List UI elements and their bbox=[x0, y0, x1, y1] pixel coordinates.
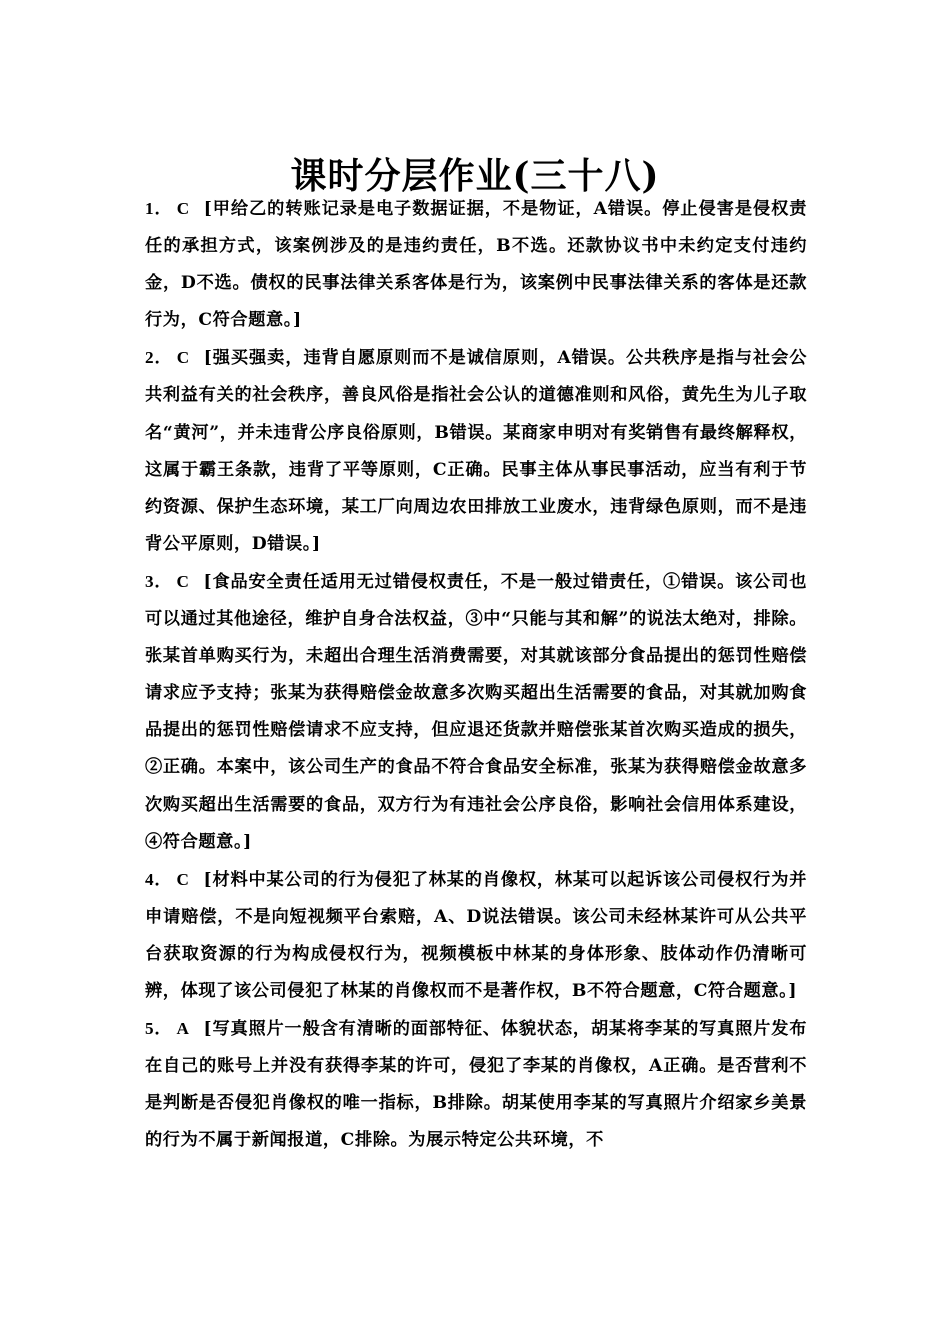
answer-explanation: [强买强卖，违背自愿原则而不是诚信原则，A错误。公共秩序是指与社会公共利益有关的社会秩序，善良风俗是指社会公认的道德准则和风俗，黄先生为儿子取名“黄河”，并未违背公序良俗原则，B错误。某商家申明对有奖销售有最终解释权，这属于霸王条款，违背了平等原则，C正确。民事主体从事民事活动，应当有利于节约资源、保护生态环境，某工厂向周边农田排放工业废水，违背绿色原则，而不是违背公平原则，D错误。] bbox=[145, 348, 808, 554]
answer-number: 2． bbox=[145, 348, 173, 368]
answer-explanation: [写真照片一般含有清晰的面部特征、体貌状态，胡某将李某的写真照片发布在自己的账号上并没有获得李某的许可，侵犯了李某的肖像权，A正确。是否营利不是判断是否侵犯肖像权的唯一指标，B排除。胡某使用李某的写真照片介绍家乡美景的行为不属于新闻报道，C排除。为展示特定公共环境，不 bbox=[145, 1019, 808, 1151]
answer-item-1 bbox=[145, 190, 807, 339]
answer-choice: C bbox=[176, 199, 190, 218]
answer-item-3 bbox=[145, 563, 807, 861]
answer-list bbox=[145, 190, 807, 1159]
answer-explanation: [甲给乙的转账记录是电子数据证据，不是物证，A错误。停止侵害是侵权责任的承担方式，该案例涉及的是违约责任，B不选。还款协议书中未约定支付违约金，D不选。债权的民事法律关系客体是行为，该案例中民事法律关系的客体是还款行为，C符合题意。] bbox=[145, 199, 808, 331]
answer-choice: A bbox=[176, 1019, 190, 1039]
answer-item-2 bbox=[145, 339, 807, 563]
answer-item-4 bbox=[145, 861, 807, 1010]
answer-number: 5． bbox=[145, 1019, 173, 1039]
answer-number: 1． bbox=[145, 199, 173, 218]
answer-choice: C bbox=[176, 348, 190, 368]
page-title: 课时分层作业(三十八) bbox=[290, 155, 660, 198]
answer-explanation: [食品安全责任适用无过错侵权责任，不是一般过错责任，①错误。该公司也可以通过其他途径，维护自身合法权益，③中“只能与其和解”的说法太绝对，排除。张某首单购买行为，未超出合理生活消费需要，对其就该部分食品提出的惩罚性赔偿请求应予支持；张某为获得赔偿金故意多次购买超出生活需要的食品，对其就加购食品提出的惩罚性赔偿请求不应支持，但应退还货款并赔偿张某首次购买造成的损失，②正确。本案中，该公司生产的食品不符合食品安全标准，张某为获得赔偿金故意多次购买超出生活需要的食品，双方行为有违社会公序良俗，影响社会信用体系建设，④符合题意。] bbox=[145, 571, 808, 852]
answer-item-5 bbox=[145, 1010, 807, 1159]
answer-explanation: [材料中某公司的行为侵犯了林某的肖像权，林某可以起诉该公司侵权行为并申请赔偿，不是向短视频平台索赔，A、D说法错误。该公司未经林某许可从公共平台获取资源的行为构成侵权行为，视频模板中林某的身体形象、肢体动作仍清晰可辨，体现了该公司侵犯了林某的肖像权而不是著作权，B不符合题意，C符合题意。] bbox=[145, 869, 808, 1001]
answer-choice: C bbox=[176, 869, 190, 889]
answer-choice: C bbox=[176, 571, 190, 591]
answer-number: 4． bbox=[145, 869, 173, 889]
answer-number: 3． bbox=[145, 571, 173, 591]
